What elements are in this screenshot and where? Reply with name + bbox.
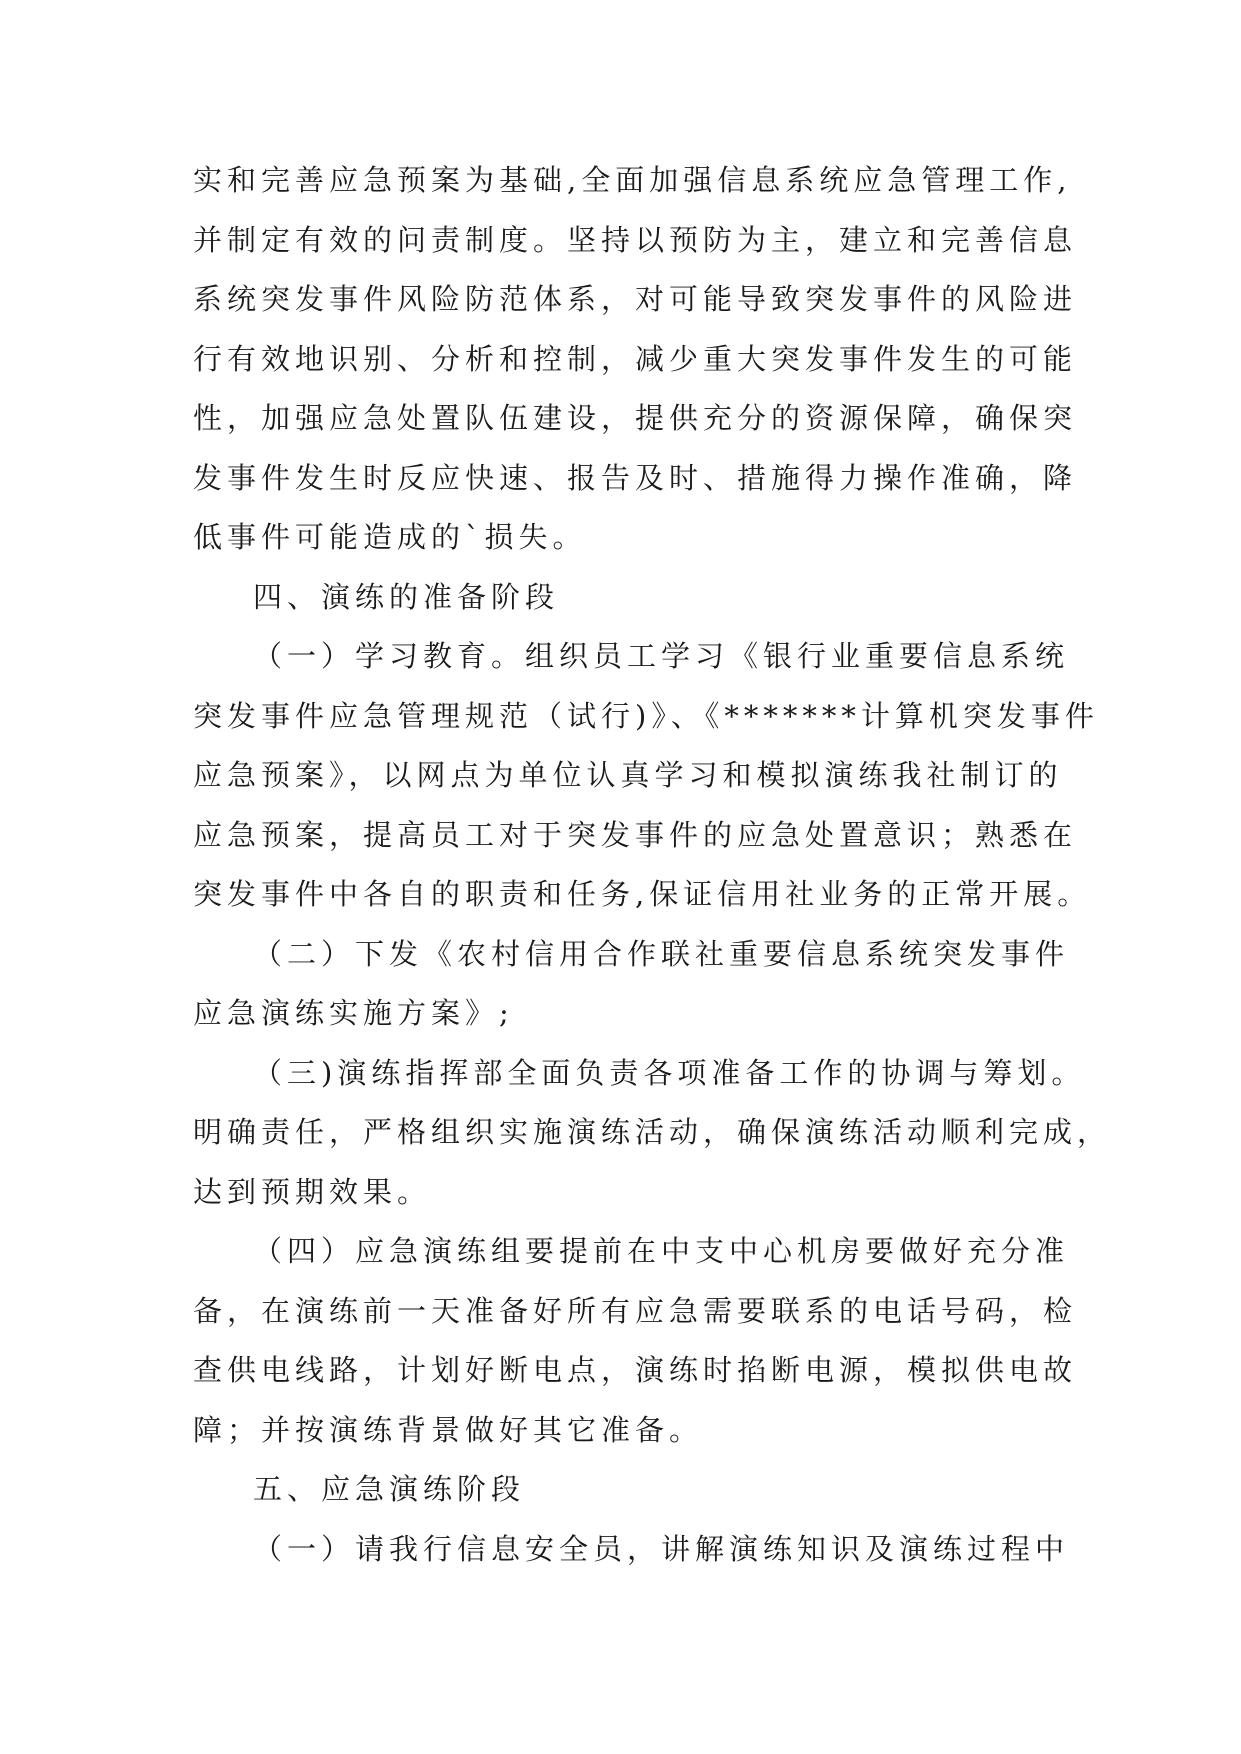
text-line: 应急演练实施方案》; <box>193 996 514 1030</box>
text-line: （四）应急演练组要提前在中支中心机房要做好充分准 <box>253 1234 1070 1268</box>
text-line: （一）请我行信息安全员，讲解演练知识及演练过程中 <box>253 1531 1070 1566</box>
text-line: 低事件可能造成的`损失。 <box>193 520 587 554</box>
text-line: （二）下发《农村信用合作联社重要信息系统突发事件 <box>253 936 1070 971</box>
text-line: 突发事件应急管理规范（试行)》、《*******计算机突发事件 <box>193 698 1099 733</box>
text-line: （三)演练指挥部全面负责各项准备工作的协调与筹划。 <box>253 1055 1086 1090</box>
text-line: 应急预案，提高员工对于突发事件的应急处置意识；熟悉在 <box>193 817 1078 852</box>
text-line: 性，加强应急处置队伍建设，提供充分的资源保障，确保突 <box>193 401 1078 435</box>
text-line: 突发事件中各自的职责和任务,保证信用社业务的正常开展。 <box>193 877 1092 911</box>
text-line: 达到预期效果。 <box>193 1174 432 1209</box>
section-heading: 五、应急演练阶段 <box>253 1472 526 1506</box>
text-line: 行有效地识别、分析和控制，减少重大突发事件发生的可能 <box>193 341 1078 376</box>
text-line: 障；并按演练背景做好其它准备。 <box>193 1412 704 1447</box>
text-line: 应急预案》，以网点为单位认真学习和模拟演练我社制订的 <box>193 758 1063 792</box>
text-line: 明确责任，严格组织实施演练活动，确保演练活动顺利完成， <box>193 1115 1112 1149</box>
text-line: 并制定有效的问责制度。坚持以预防为主，建立和完善信息 <box>193 222 1078 257</box>
text-line: 系统突发事件风险防范体系，对可能导致突发事件的风险进 <box>193 282 1078 316</box>
document-body <box>193 160 1112 1588</box>
text-line: 实和完善应急预案为基础,全面加强信息系统应急管理工作, <box>193 163 1072 197</box>
text-line: （一）学习教育。组织员工学习《银行业重要信息系统 <box>253 639 1070 673</box>
text-line: 查供电线路，计划好断电点，演练时掐断电源，模拟供电故 <box>193 1353 1078 1387</box>
section-heading: 四、演练的准备阶段 <box>253 579 560 614</box>
text-line: 发事件发生时反应快速、报告及时、措施得力操作准确，降 <box>193 460 1078 495</box>
text-line: 备，在演练前一天准备好所有应急需要联系的电话号码，检 <box>193 1293 1078 1328</box>
